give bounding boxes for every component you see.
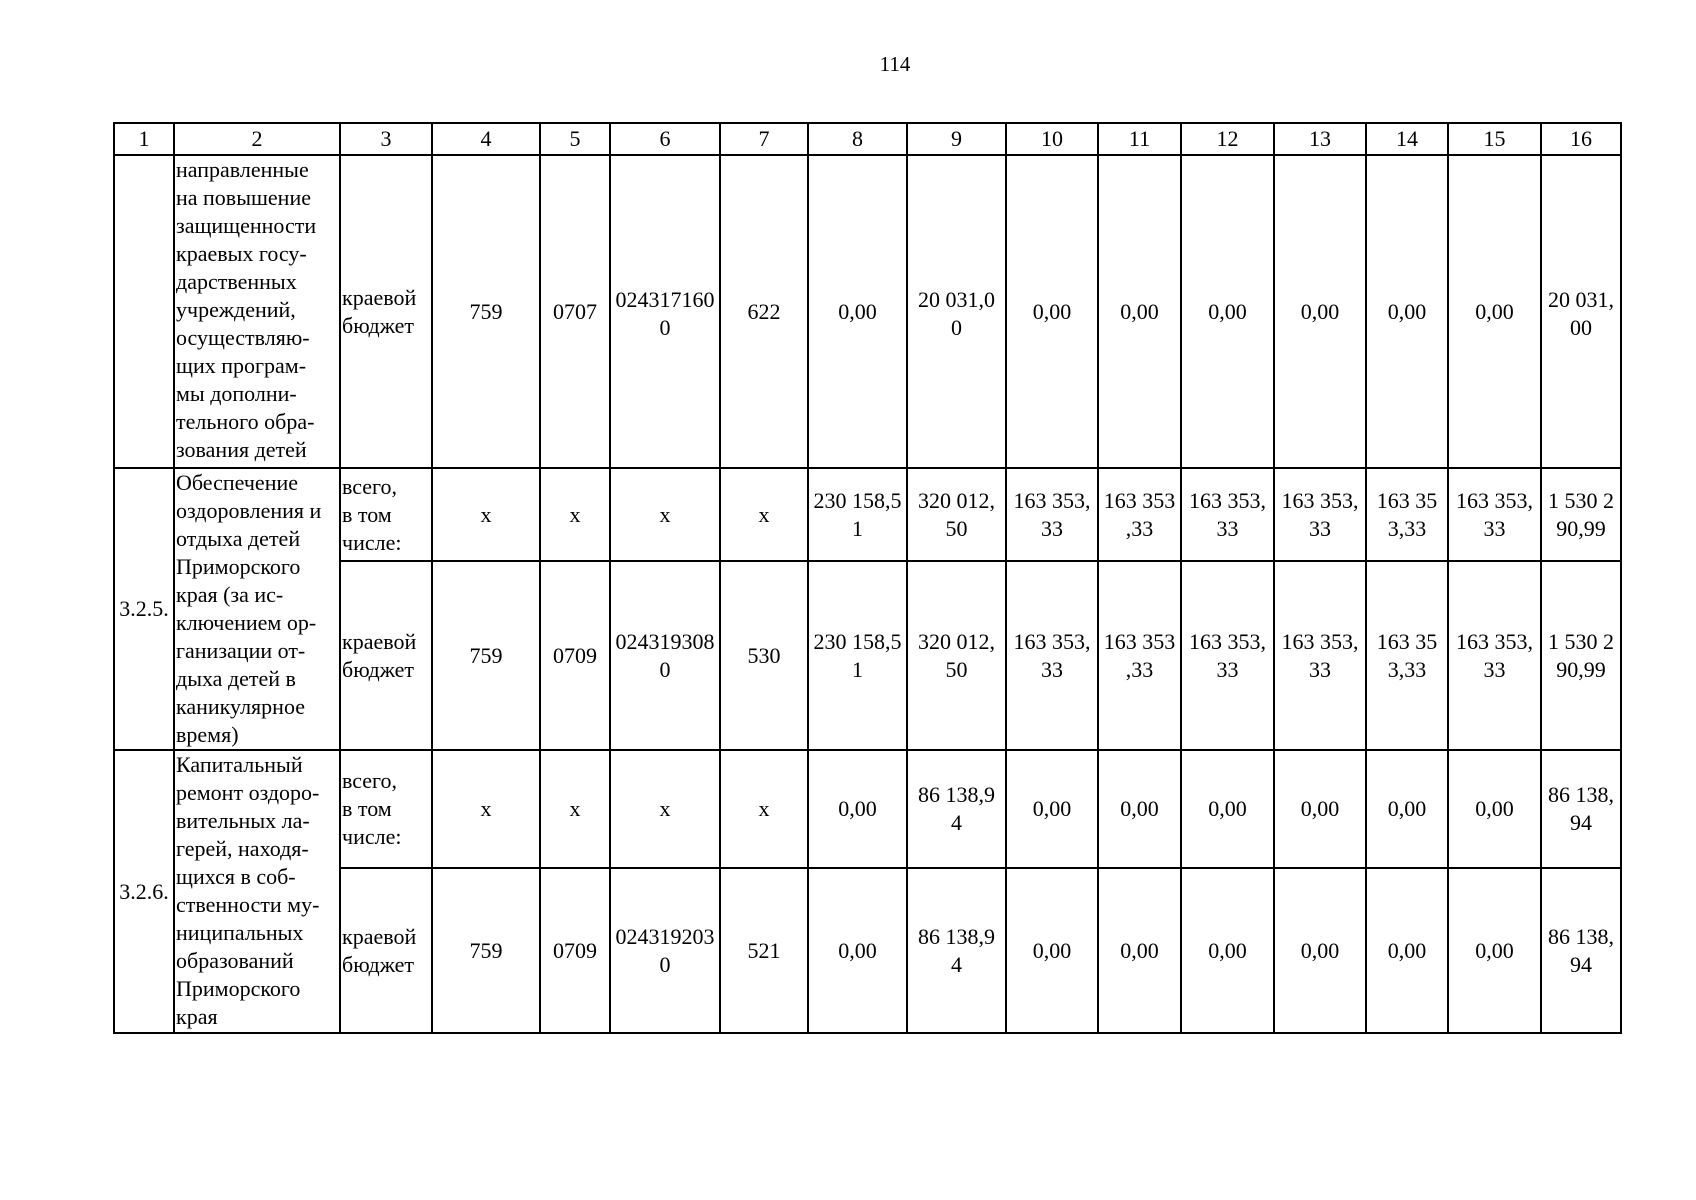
budget-table: [113, 122, 1622, 1034]
header-row: [114, 123, 1621, 155]
value-cell: 230 158,5 1: [808, 468, 907, 561]
value-cell: 0,00: [1006, 155, 1098, 468]
table-row: [114, 155, 1621, 468]
column-header: 14: [1366, 123, 1448, 155]
column-header: 5: [540, 123, 610, 155]
table-row: [114, 561, 1621, 750]
row-description: направленные на повышение защищенности краевых госу- дарственных учреждений, осуществляю- щих програм- мы дополни- тельного обра- зования детей: [174, 155, 340, 468]
column-header: 11: [1098, 123, 1181, 155]
value-cell: 163 353, 33: [1448, 561, 1541, 750]
csr-cell: x: [610, 750, 720, 868]
value-cell: 0,00: [808, 868, 907, 1033]
value-cell: 0,00: [1006, 868, 1098, 1033]
row-code: 3.2.5.: [114, 468, 174, 750]
value-cell: 0,00: [1274, 750, 1366, 868]
value-cell: 0,00: [1448, 155, 1541, 468]
vr-cell: x: [720, 468, 808, 561]
value-cell: 0,00: [1274, 155, 1366, 468]
column-header: 6: [610, 123, 720, 155]
value-cell: 320 012, 50: [907, 561, 1006, 750]
value-cell: 163 353, 33: [1274, 468, 1366, 561]
value-cell: 0,00: [1181, 868, 1274, 1033]
csr-cell: 024319308 0: [610, 561, 720, 750]
value-cell: 20 031,0 0: [907, 155, 1006, 468]
value-cell: 0,00: [1181, 155, 1274, 468]
vr-cell: 530: [720, 561, 808, 750]
rzpr-cell: x: [540, 750, 610, 868]
value-cell: 0,00: [1366, 750, 1448, 868]
value-cell: 0,00: [808, 155, 907, 468]
value-cell: 163 353, 33: [1006, 468, 1098, 561]
rzpr-cell: x: [540, 468, 610, 561]
funding-source: всего, в том числе:: [340, 468, 432, 561]
vr-cell: x: [720, 750, 808, 868]
grbs-cell: 759: [432, 155, 540, 468]
funding-source: краевой бюджет: [340, 868, 432, 1033]
grbs-cell: x: [432, 750, 540, 868]
value-cell: 163 353 ,33: [1098, 468, 1181, 561]
funding-source: всего, в том числе:: [340, 750, 432, 868]
column-header: 3: [340, 123, 432, 155]
value-cell: 320 012, 50: [907, 468, 1006, 561]
value-cell: 0,00: [1006, 750, 1098, 868]
rzpr-cell: 0709: [540, 561, 610, 750]
value-cell: 163 353 ,33: [1098, 561, 1181, 750]
funding-source: краевой бюджет: [340, 155, 432, 468]
value-cell: 0,00: [1448, 750, 1541, 868]
value-cell: 86 138,9 4: [907, 868, 1006, 1033]
csr-cell: x: [610, 468, 720, 561]
column-header: 1: [114, 123, 174, 155]
column-header: 12: [1181, 123, 1274, 155]
column-header: 16: [1541, 123, 1621, 155]
value-cell: 163 35 3,33: [1366, 561, 1448, 750]
value-cell: 1 530 2 90,99: [1541, 468, 1621, 561]
value-cell: 163 353, 33: [1181, 468, 1274, 561]
csr-cell: 024319203 0: [610, 868, 720, 1033]
rzpr-cell: 0709: [540, 868, 610, 1033]
row-code: 3.2.6.: [114, 750, 174, 1033]
table-row: [114, 468, 1621, 561]
row-description: Обеспечение оздоровления и отдыха детей Приморского края (за ис- ключением ор- ганизации от- дыха детей в каникулярное время): [174, 468, 340, 750]
table-row: [114, 868, 1621, 1033]
value-cell: 0,00: [1366, 155, 1448, 468]
value-cell: 20 031, 00: [1541, 155, 1621, 468]
grbs-cell: x: [432, 468, 540, 561]
csr-cell: 024317160 0: [610, 155, 720, 468]
column-header: 4: [432, 123, 540, 155]
vr-cell: 622: [720, 155, 808, 468]
column-header: 10: [1006, 123, 1098, 155]
funding-source: краевой бюджет: [340, 561, 432, 750]
column-header: 8: [808, 123, 907, 155]
value-cell: 230 158,5 1: [808, 561, 907, 750]
value-cell: 0,00: [1274, 868, 1366, 1033]
column-header: 9: [907, 123, 1006, 155]
value-cell: 0,00: [1098, 155, 1181, 468]
value-cell: 163 353, 33: [1006, 561, 1098, 750]
vr-cell: 521: [720, 868, 808, 1033]
value-cell: 0,00: [1098, 750, 1181, 868]
value-cell: 86 138, 94: [1541, 750, 1621, 868]
value-cell: 163 35 3,33: [1366, 468, 1448, 561]
column-header: 7: [720, 123, 808, 155]
value-cell: 0,00: [1098, 868, 1181, 1033]
value-cell: 0,00: [1181, 750, 1274, 868]
value-cell: 0,00: [1448, 868, 1541, 1033]
value-cell: 0,00: [1366, 868, 1448, 1033]
value-cell: 163 353, 33: [1274, 561, 1366, 750]
column-header: 13: [1274, 123, 1366, 155]
value-cell: 163 353, 33: [1181, 561, 1274, 750]
grbs-cell: 759: [432, 868, 540, 1033]
grbs-cell: 759: [432, 561, 540, 750]
rzpr-cell: 0707: [540, 155, 610, 468]
value-cell: 0,00: [808, 750, 907, 868]
column-header: 15: [1448, 123, 1541, 155]
table-row: [114, 750, 1621, 868]
row-description: Капитальный ремонт оздоро- вительных ла- герей, находя- щихся в соб- ственности му- ниципальных образований Приморского края: [174, 750, 340, 1033]
value-cell: 163 353, 33: [1448, 468, 1541, 561]
column-header: 2: [174, 123, 340, 155]
value-cell: 86 138,9 4: [907, 750, 1006, 868]
value-cell: 1 530 2 90,99: [1541, 561, 1621, 750]
page-number: 114: [879, 52, 911, 76]
value-cell: 86 138, 94: [1541, 868, 1621, 1033]
row-code: [114, 155, 174, 468]
